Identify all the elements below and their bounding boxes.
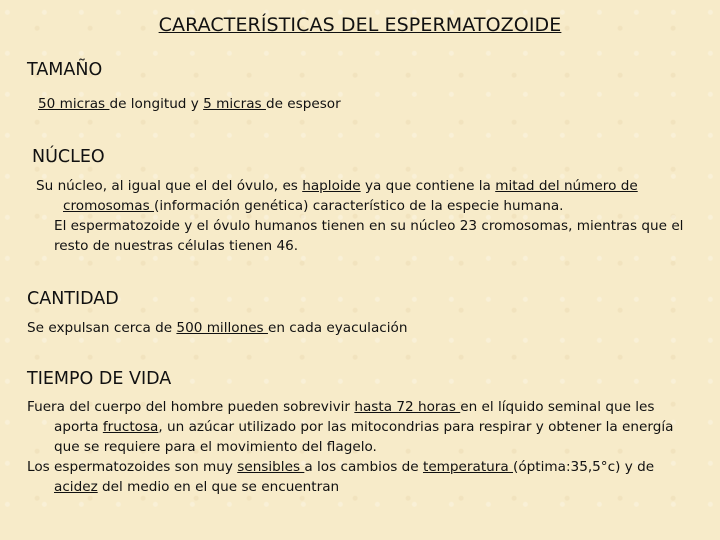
text-segment: , un azúcar utilizado por las mitocondrias para respirar y obtener la energía que se requiere para el movimiento del flagelo.	[54, 419, 674, 455]
text-hasta-72-horas: hasta 72 horas	[354, 399, 461, 415]
text-acidez: acidez	[54, 479, 98, 495]
text-fructosa: fructosa	[102, 419, 159, 435]
text-temperatura: temperatura	[422, 459, 514, 475]
text-segment: en cada eyaculación	[267, 320, 408, 336]
heading-cantidad: CANTIDAD	[27, 289, 119, 309]
nucleo-paragraph-1	[36, 176, 692, 216]
text-sensibles: sensibles	[237, 459, 305, 475]
text-500-millones: 500 millones	[176, 320, 268, 336]
text-segment: Se expulsan cerca de	[27, 320, 177, 336]
text-segment: de longitud y	[109, 96, 204, 112]
text-segment: del medio en el que se encuentran	[97, 479, 340, 495]
heading-tamano: TAMAÑO	[27, 60, 103, 80]
text-5-micras: 5 micras	[203, 96, 266, 112]
text-50-micras: 50 micras	[38, 96, 110, 112]
text-segment: (óptima:35,5°c) y de	[513, 459, 655, 475]
text-segment: ya que contiene la	[360, 178, 496, 194]
cantidad-text	[27, 318, 687, 338]
tiempo-paragraph-1	[27, 397, 689, 457]
text-segment: de espesor	[265, 96, 341, 112]
nucleo-text	[36, 176, 692, 256]
text-segment: Los espermatozoides son muy	[27, 459, 238, 475]
text-segment: en el líquido seminal que les aporta	[54, 399, 655, 435]
slide-title: CARACTERÍSTICAS DEL ESPERMATOZOIDE	[158, 14, 562, 36]
text-haploide: haploide	[302, 178, 361, 194]
text-segment: a los cambios de	[304, 459, 423, 475]
nucleo-paragraph-2: El espermatozoide y el óvulo humanos tienen en su núcleo 23 cromosomas, mientras que el resto de nuestras células tienen 46.	[54, 218, 684, 254]
text-segment: (información genética) característico de la especie humana.	[154, 198, 564, 214]
tiempo-paragraph-2	[27, 457, 689, 497]
tamano-text	[38, 94, 678, 114]
heading-nucleo: NÚCLEO	[32, 147, 105, 167]
text-segment: Su núcleo, al igual que el del óvulo, es	[36, 178, 303, 194]
tiempo-text	[27, 397, 689, 497]
text-mitad-cromosomas: mitad del número de cromosomas	[63, 178, 638, 214]
text-segment: Fuera del cuerpo del hombre pueden sobrevivir	[27, 399, 355, 415]
heading-tiempo-de-vida: TIEMPO DE VIDA	[27, 369, 172, 389]
